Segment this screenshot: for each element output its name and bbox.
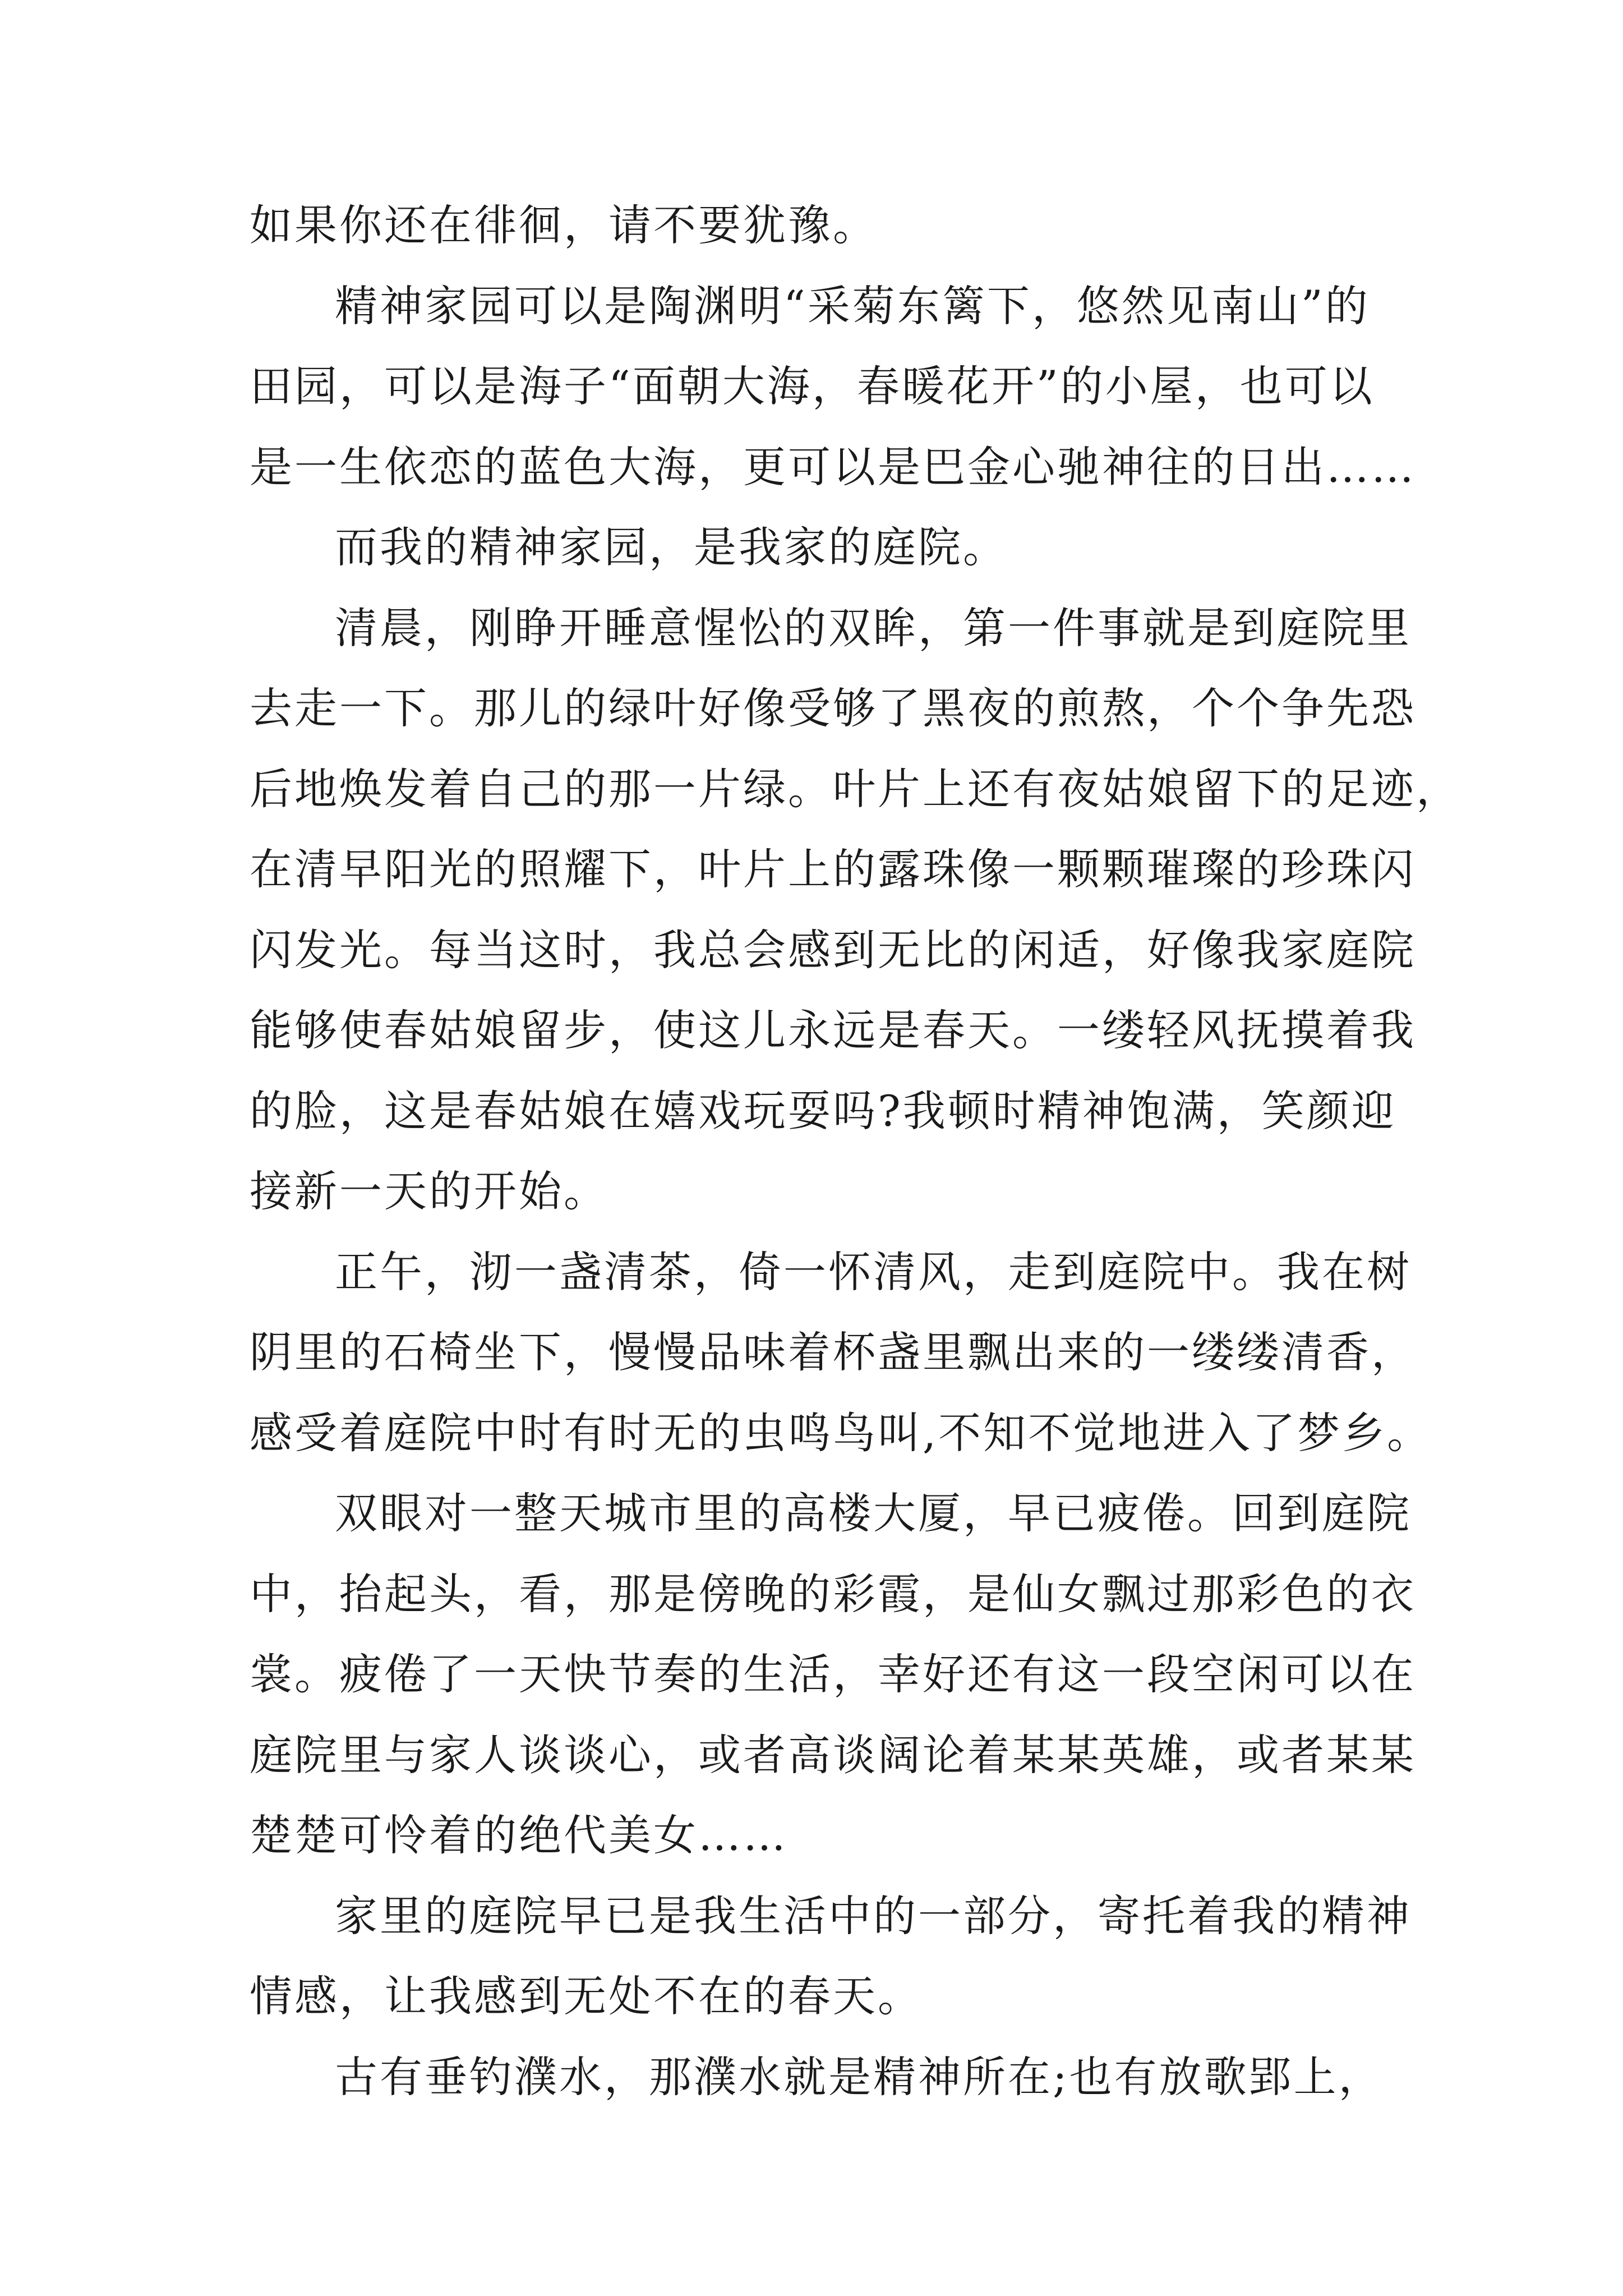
text-line: 的脸，这是春姑娘在嬉戏玩耍吗?我顿时精神饱满，笑颜迎 — [250, 1085, 1396, 1136]
text-line: 能够使春姑娘留步，使这儿永远是春天。一缕轻风抚摸着我 — [250, 1005, 1416, 1055]
text-line: 中，抬起头，看，那是傍晚的彩霞，是仙女飘过那彩色的衣 — [250, 1568, 1416, 1619]
text-line: 去走一下。那儿的绿叶好像受够了黑夜的煎熬，个个争先恐 — [250, 683, 1416, 733]
text-line: 田园，可以是海子“面朝大海，春暖花开”的小屋，也可以 — [250, 361, 1375, 411]
text-line: 精神家园可以是陶渊明“采菊东篱下，悠然见南山”的 — [335, 280, 1370, 331]
text-line: 闪发光。每当这时，我总会感到无比的闲适，好像我家庭院 — [250, 924, 1416, 975]
text-line: 而我的精神家园，是我家的庭院。 — [335, 522, 1008, 572]
text-line: 感受着庭院中时有时无的虫鸣鸟叫,不知不觉地进入了梦乡。 — [250, 1407, 1432, 1458]
text-line: 古有垂钓濮水，那濮水就是精神所在;也有放歌郢上， — [335, 2051, 1384, 2102]
text-line: 情感，让我感到无处不在的春天。 — [250, 1971, 923, 2021]
text-line: 双眼对一整天城市里的高楼大厦，早已疲倦。回到庭院 — [335, 1488, 1412, 1538]
text-line: 正午，沏一盏清茶，倚一怀清风，走到庭院中。我在树 — [335, 1246, 1412, 1297]
text-line: 如果你还在徘徊，请不要犹豫。 — [250, 200, 878, 250]
text-line: 后地焕发着自己的那一片绿。叶片上还有夜姑娘留下的足迹， — [250, 763, 1461, 814]
text-line: 清晨，刚睁开睡意惺忪的双眸，第一件事就是到庭院里 — [335, 602, 1412, 653]
text-line: 是一生依恋的蓝色大海，更可以是巴金心驰神往的日出…… — [250, 441, 1416, 492]
text-line: 楚楚可怜着的绝代美女…… — [250, 1810, 788, 1860]
text-line: 裳。疲倦了一天快节奏的生活，幸好还有这一段空闲可以在 — [250, 1649, 1416, 1699]
text-line: 庭院里与家人谈谈心，或者高谈阔论着某某英雄，或者某某 — [250, 1729, 1416, 1780]
text-line: 家里的庭院早已是我生活中的一部分，寄托着我的精神 — [335, 1890, 1412, 1941]
text-line: 阴里的石椅坐下，慢慢品味着杯盏里飘出来的一缕缕清香， — [250, 1327, 1416, 1377]
text-line: 在清早阳光的照耀下，叶片上的露珠像一颗颗璀璨的珍珠闪 — [250, 844, 1416, 894]
document-body — [250, 185, 1461, 2117]
text-line: 接新一天的开始。 — [250, 1166, 608, 1216]
